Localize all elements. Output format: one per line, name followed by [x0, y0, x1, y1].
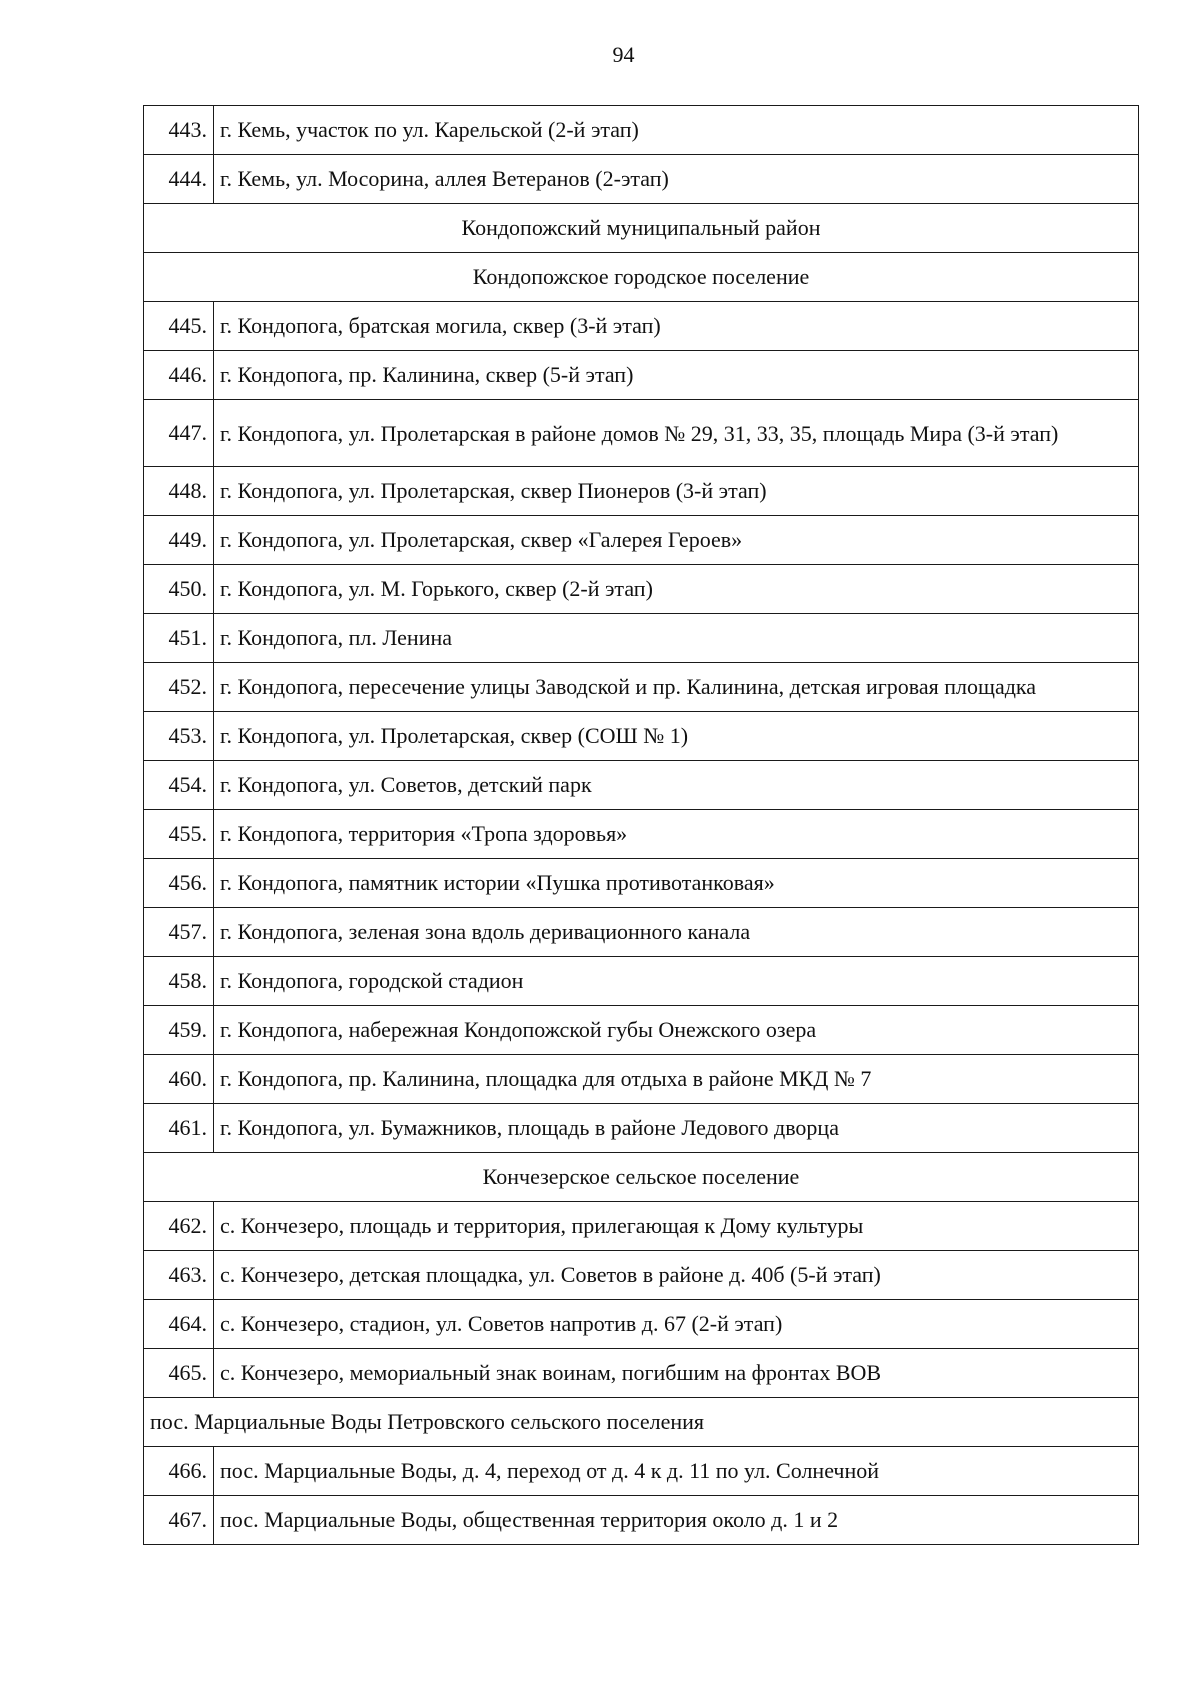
row-description: с. Кончезеро, стадион, ул. Советов напротив д. 67 (2-й этап)	[214, 1300, 1139, 1349]
row-number: 466.	[144, 1447, 214, 1496]
section-header-row	[144, 1153, 1139, 1202]
section-title: Кондопожский муниципальный район	[144, 204, 1139, 253]
section-header-row	[144, 204, 1139, 253]
row-description: г. Кемь, ул. Мосорина, аллея Ветеранов (2-этап)	[214, 155, 1139, 204]
row-description: г. Кондопога, памятник истории «Пушка противотанковая»	[214, 859, 1139, 908]
row-description: пос. Марциальные Воды, общественная территория около д. 1 и 2	[214, 1496, 1139, 1545]
table-row	[144, 1055, 1139, 1104]
table-row	[144, 908, 1139, 957]
row-number: 467.	[144, 1496, 214, 1545]
row-number: 446.	[144, 351, 214, 400]
row-description: г. Кемь, участок по ул. Карельской (2-й этап)	[214, 106, 1139, 155]
table-row	[144, 400, 1139, 467]
table-row	[144, 810, 1139, 859]
row-description: г. Кондопога, территория «Тропа здоровья»	[214, 810, 1139, 859]
row-description: г. Кондопога, ул. Пролетарская, сквер Пионеров (3-й этап)	[214, 467, 1139, 516]
row-description: г. Кондопога, пр. Калинина, сквер (5-й этап)	[214, 351, 1139, 400]
row-description: г. Кондопога, зеленая зона вдоль деривационного канала	[214, 908, 1139, 957]
row-number: 447.	[144, 400, 214, 467]
row-number: 443.	[144, 106, 214, 155]
table-row	[144, 1496, 1139, 1545]
row-number: 450.	[144, 565, 214, 614]
table-row	[144, 1006, 1139, 1055]
row-number: 448.	[144, 467, 214, 516]
row-description: г. Кондопога, пр. Калинина, площадка для отдыха в районе МКД № 7	[214, 1055, 1139, 1104]
row-description: г. Кондопога, набережная Кондопожской губы Онежского озера	[214, 1006, 1139, 1055]
table-row	[144, 1447, 1139, 1496]
row-number: 455.	[144, 810, 214, 859]
row-description: г. Кондопога, ул. Пролетарская, сквер «Галерея Героев»	[214, 516, 1139, 565]
table-row	[144, 467, 1139, 516]
table-row	[144, 565, 1139, 614]
row-number: 445.	[144, 302, 214, 351]
row-number: 457.	[144, 908, 214, 957]
table-row	[144, 761, 1139, 810]
objects-table	[143, 105, 1139, 1545]
table-row	[144, 1251, 1139, 1300]
table-row	[144, 712, 1139, 761]
row-description: г. Кондопога, ул. Пролетарская в районе домов № 29, 31, 33, 35, площадь Мира (3-й этап)	[214, 400, 1139, 467]
page-number: 94	[612, 42, 635, 67]
row-number: 465.	[144, 1349, 214, 1398]
row-description: с. Кончезеро, детская площадка, ул. Советов в районе д. 40б (5-й этап)	[214, 1251, 1139, 1300]
row-number: 454.	[144, 761, 214, 810]
table-row	[144, 663, 1139, 712]
row-description: г. Кондопога, ул. Советов, детский парк	[214, 761, 1139, 810]
row-number: 462.	[144, 1202, 214, 1251]
row-number: 463.	[144, 1251, 214, 1300]
table-row	[144, 1104, 1139, 1153]
row-description: г. Кондопога, ул. М. Горького, сквер (2-й этап)	[214, 565, 1139, 614]
section-title: Кондопожское городское поселение	[144, 253, 1139, 302]
section-header-row	[144, 253, 1139, 302]
row-description: пос. Марциальные Воды, д. 4, переход от д. 4 к д. 11 по ул. Солнечной	[214, 1447, 1139, 1496]
row-description: г. Кондопога, братская могила, сквер (3-й этап)	[214, 302, 1139, 351]
table-row	[144, 302, 1139, 351]
row-description: г. Кондопога, ул. Пролетарская, сквер (СОШ № 1)	[214, 712, 1139, 761]
section-title: Кончезерское сельское поселение	[144, 1153, 1139, 1202]
section-title: пос. Марциальные Воды Петровского сельского поселения	[144, 1398, 1139, 1447]
table-row	[144, 1202, 1139, 1251]
row-number: 451.	[144, 614, 214, 663]
row-number: 459.	[144, 1006, 214, 1055]
table-row	[144, 1300, 1139, 1349]
table-row	[144, 1349, 1139, 1398]
row-description: г. Кондопога, пл. Ленина	[214, 614, 1139, 663]
row-number: 452.	[144, 663, 214, 712]
row-number: 464.	[144, 1300, 214, 1349]
row-number: 449.	[144, 516, 214, 565]
row-description: г. Кондопога, городской стадион	[214, 957, 1139, 1006]
table-row	[144, 351, 1139, 400]
section-header-row	[144, 1398, 1139, 1447]
row-number: 461.	[144, 1104, 214, 1153]
table-body	[144, 106, 1139, 1545]
row-number: 456.	[144, 859, 214, 908]
row-number: 460.	[144, 1055, 214, 1104]
table-row	[144, 155, 1139, 204]
table-row	[144, 957, 1139, 1006]
table-row	[144, 106, 1139, 155]
row-description: с. Кончезеро, мемориальный знак воинам, погибшим на фронтах ВОВ	[214, 1349, 1139, 1398]
row-number: 458.	[144, 957, 214, 1006]
row-number: 453.	[144, 712, 214, 761]
row-description: г. Кондопога, ул. Бумажников, площадь в районе Ледового дворца	[214, 1104, 1139, 1153]
table-row	[144, 516, 1139, 565]
row-number: 444.	[144, 155, 214, 204]
row-description: г. Кондопога, пересечение улицы Заводской и пр. Калинина, детская игровая площадка	[214, 663, 1139, 712]
table-row	[144, 614, 1139, 663]
table-row	[144, 859, 1139, 908]
row-description: с. Кончезеро, площадь и территория, прилегающая к Дому культуры	[214, 1202, 1139, 1251]
